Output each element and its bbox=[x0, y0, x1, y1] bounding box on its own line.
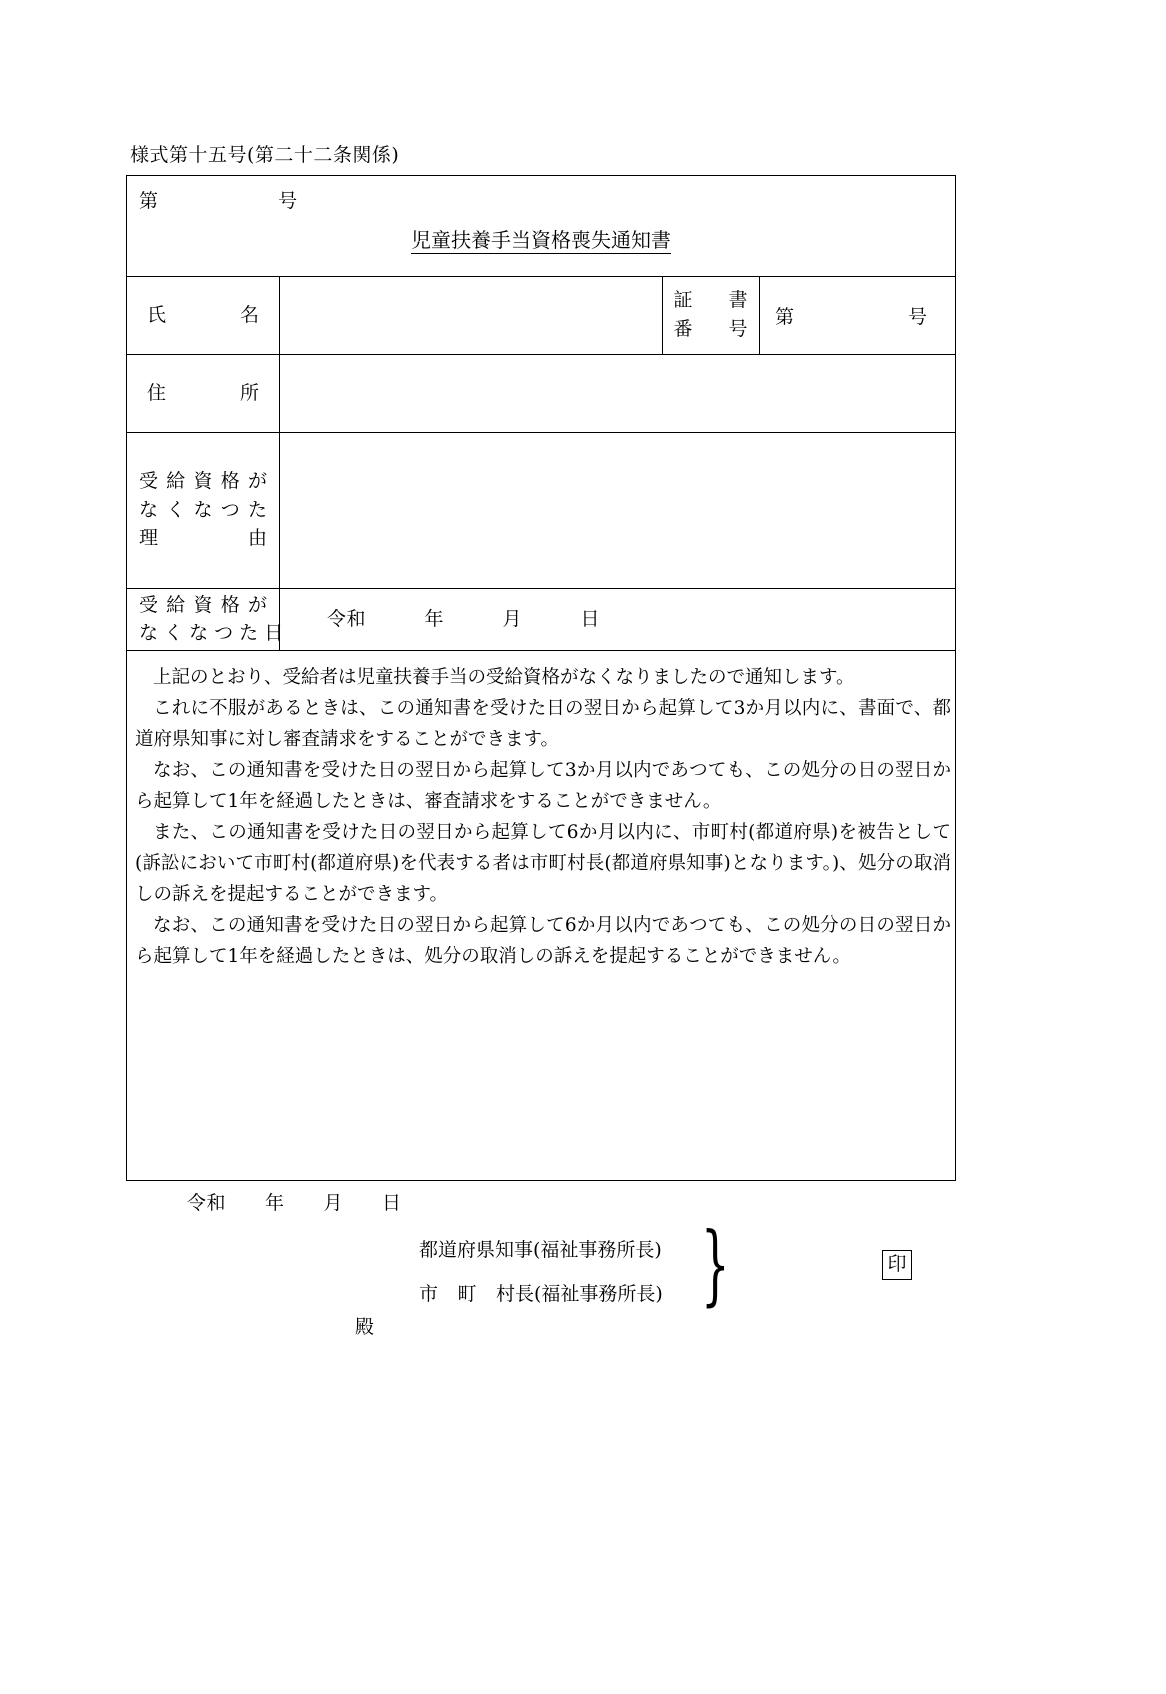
seal-stamp-box[interactable] bbox=[882, 1250, 912, 1280]
document-number-field[interactable] bbox=[139, 186, 297, 213]
name-value[interactable] bbox=[279, 276, 662, 354]
body-paragraph-1: 上記のとおり、受給者は児童扶養手当の受給資格がなくなりましたので通知します。 bbox=[153, 667, 855, 688]
reason-value[interactable] bbox=[279, 432, 955, 588]
issuer-line-municipality bbox=[419, 1272, 663, 1316]
document-number-prefix: 第 bbox=[139, 190, 159, 212]
certificate-number-field[interactable] bbox=[759, 276, 955, 354]
address-value[interactable] bbox=[279, 354, 955, 432]
address-label bbox=[127, 354, 279, 432]
addressee-suffix: 殿 bbox=[355, 1316, 375, 1338]
page-title-text: 児童扶養手当資格喪失通知書 bbox=[411, 228, 671, 252]
name-label bbox=[127, 276, 279, 354]
certificate-number-suffix: 号 bbox=[907, 305, 927, 328]
name-label-text: 氏 名 bbox=[147, 303, 259, 326]
issuer-municipality-name: 市 町 村 bbox=[419, 1283, 515, 1305]
certificate-label-line2: 番 号 bbox=[673, 318, 748, 340]
body-paragraph-5: なお、この通知書を受けた日の翌日から起算して6か月以内であつても、この処分の日の翌日から起算して1年を経過したときは、処分の取消しの訴えを提起することができません。 bbox=[135, 915, 951, 967]
body-paragraph-2: これに不服があるときは、この通知書を受けた日の翌日から起算して3か月以内に、書面で、都道府県知事に対し審査請求をすることができます。 bbox=[135, 698, 951, 750]
signature-date[interactable]: 令和 年 月 日 bbox=[187, 1192, 402, 1214]
issuer-line-prefecture: 都道府県知事(福祉事務所長) bbox=[419, 1239, 662, 1261]
address-label-text: 住 所 bbox=[147, 381, 259, 404]
divider-lossdate-bottom bbox=[127, 650, 955, 651]
issuer-block bbox=[419, 1228, 663, 1316]
loss-date-label bbox=[127, 588, 284, 650]
document-number-suffix: 号 bbox=[278, 190, 298, 212]
certificate-number-prefix: 第 bbox=[775, 305, 795, 328]
brace-bracket: } bbox=[701, 1214, 730, 1317]
form-number: 様式第十五号(第二十二条関係) bbox=[130, 144, 400, 166]
divider-lossdate-v1 bbox=[279, 588, 280, 650]
body-text-block bbox=[135, 662, 951, 972]
loss-date-label-line1: 受 給 資 格 が bbox=[139, 593, 267, 616]
certificate-number-label bbox=[662, 276, 759, 354]
reason-label-line1: 受 給 資 格 が bbox=[139, 470, 267, 493]
reason-label-line3: 理 由 bbox=[139, 527, 267, 550]
body-paragraph-3: なお、この通知書を受けた日の翌日から起算して3か月以内であつても、この処分の日の翌日から起算して1年を経過したときは、審査請求をすることができません。 bbox=[135, 760, 951, 812]
reason-label-line2: な く な つ た bbox=[139, 498, 267, 521]
reason-label bbox=[127, 432, 279, 588]
loss-date-label-line2: な く な つ た 日 bbox=[139, 622, 284, 644]
seal-stamp-label: 印 bbox=[887, 1253, 907, 1275]
loss-date-value[interactable]: 令和 年 月 日 bbox=[327, 608, 601, 630]
issuer-municipality-rest: 長(福祉事務所長) bbox=[515, 1283, 663, 1305]
form-outer-box bbox=[126, 175, 956, 1338]
page-title bbox=[127, 224, 955, 253]
certificate-label-line1: 証 書 bbox=[673, 288, 748, 311]
body-paragraph-4: また、この通知書を受けた日の翌日から起算して6か月以内に、市町村(都道府県)を被告として(訴訟において市町村(都道府県)を代表する者は市町村長(都道府県知事)となります。)、処分の取消しの訴えを提起することができます。 bbox=[135, 822, 951, 905]
